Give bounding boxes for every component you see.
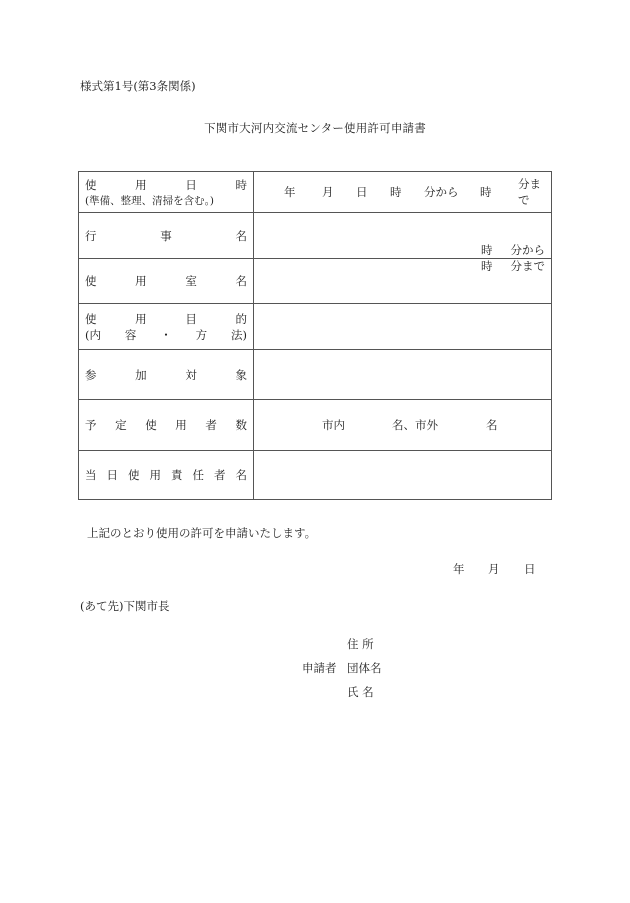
application-statement: 上記のとおり使用の許可を申請いたします。 [87, 526, 317, 540]
addressee: (あて先)下関市長 [80, 599, 170, 613]
label-char: 用 [175, 418, 187, 432]
date-part-minute-from: 分から [424, 185, 459, 199]
label-char: 用 [135, 311, 147, 326]
application-table [78, 171, 552, 500]
date-part-hour-start: 時 [390, 185, 402, 199]
label-char: 容 [124, 327, 137, 342]
label-char: 対 [185, 367, 197, 382]
event-time-from [481, 242, 545, 258]
date-month[interactable]: 月 [488, 562, 500, 576]
field-usage-datetime[interactable] [254, 172, 552, 213]
organization-label: 団体名 [347, 661, 382, 675]
event-minute-from-label: 分から [510, 242, 545, 257]
field-expected-users[interactable] [254, 400, 552, 451]
label-char: 当 [85, 468, 97, 482]
label-char: 予 [85, 418, 97, 432]
label-char: 的 [235, 311, 247, 326]
label-char: 事 [160, 228, 172, 243]
label-char: 日 [185, 177, 197, 192]
event-time-to [481, 258, 545, 274]
label-char: 責 [171, 468, 183, 482]
label-char: 使 [85, 274, 97, 288]
field-event [254, 213, 552, 273]
label-char: 定 [115, 418, 127, 432]
label-char: 室 [185, 274, 197, 288]
date-year[interactable]: 年 [453, 562, 465, 576]
label-room-name [79, 259, 254, 304]
label-char: 時 [235, 177, 247, 192]
label-event-name [79, 213, 254, 259]
label-char: 使 [145, 418, 157, 432]
row-participants [79, 350, 552, 400]
label-char: 行 [85, 228, 97, 243]
form-number: 様式第1号(第3条関係) [80, 79, 196, 93]
field-participants[interactable] [254, 350, 552, 400]
label-purpose [79, 304, 254, 350]
label-char: 名 [235, 228, 247, 243]
label-char: 目 [185, 311, 197, 326]
row-responsible-person [79, 451, 552, 500]
label-char: 用 [135, 177, 147, 192]
city-inside-label: 市内 [322, 418, 345, 432]
event-hour-label: 時 [481, 242, 493, 257]
field-responsible-person[interactable] [254, 451, 552, 500]
label-char: 象 [235, 367, 247, 382]
event-hour-label: 時 [481, 258, 493, 273]
label-char: 日 [106, 468, 118, 482]
label-char: 使 [128, 468, 140, 482]
date-part-year: 年 [284, 185, 296, 199]
label-expected-users [79, 400, 254, 451]
label-char: 名 [235, 274, 247, 288]
label-char: 方 [195, 327, 208, 342]
address-label: 住 所 [347, 637, 374, 651]
unit-label: 名 [486, 418, 498, 432]
date-part-month: 月 [322, 185, 334, 199]
row-event-name [79, 213, 552, 259]
label-char: 数 [235, 418, 247, 432]
applicant-label: 申請者 [302, 661, 337, 675]
name-label: 氏 名 [347, 685, 374, 699]
label-char: 名 [235, 468, 247, 482]
row-expected-users [79, 400, 552, 451]
date-part-minute-to: 分まで [518, 177, 541, 207]
document-title: 下関市大河内交流センター使用許可申請書 [204, 121, 426, 135]
label-char: 使 [85, 177, 97, 192]
label-char: 者 [214, 468, 226, 482]
date-part-day: 日 [356, 185, 368, 199]
label-char: ・ [160, 327, 172, 342]
date-part-hour-end: 時 [480, 185, 492, 199]
row-purpose [79, 304, 552, 350]
row-usage-datetime [79, 172, 552, 213]
label-char: 用 [135, 274, 147, 288]
label-responsible-person [79, 451, 254, 500]
label-char: 法) [231, 327, 247, 342]
label-char: 者 [205, 418, 217, 432]
city-outside-label: 名、市外 [392, 418, 438, 432]
label-char: 使 [85, 311, 97, 326]
field-purpose[interactable] [254, 304, 552, 350]
event-minute-to-label: 分まで [510, 258, 545, 273]
label-participants [79, 350, 254, 400]
label-char: 任 [192, 468, 204, 482]
label-char: (内 [85, 327, 101, 342]
date-day[interactable]: 日 [524, 562, 536, 576]
label-char: 参 [85, 367, 97, 382]
label-usage-datetime [79, 172, 254, 213]
label-sub-preparation: (準備、整理、清掃を含む。) [85, 194, 214, 207]
label-char: 加 [135, 367, 147, 382]
label-char: 用 [149, 468, 161, 482]
